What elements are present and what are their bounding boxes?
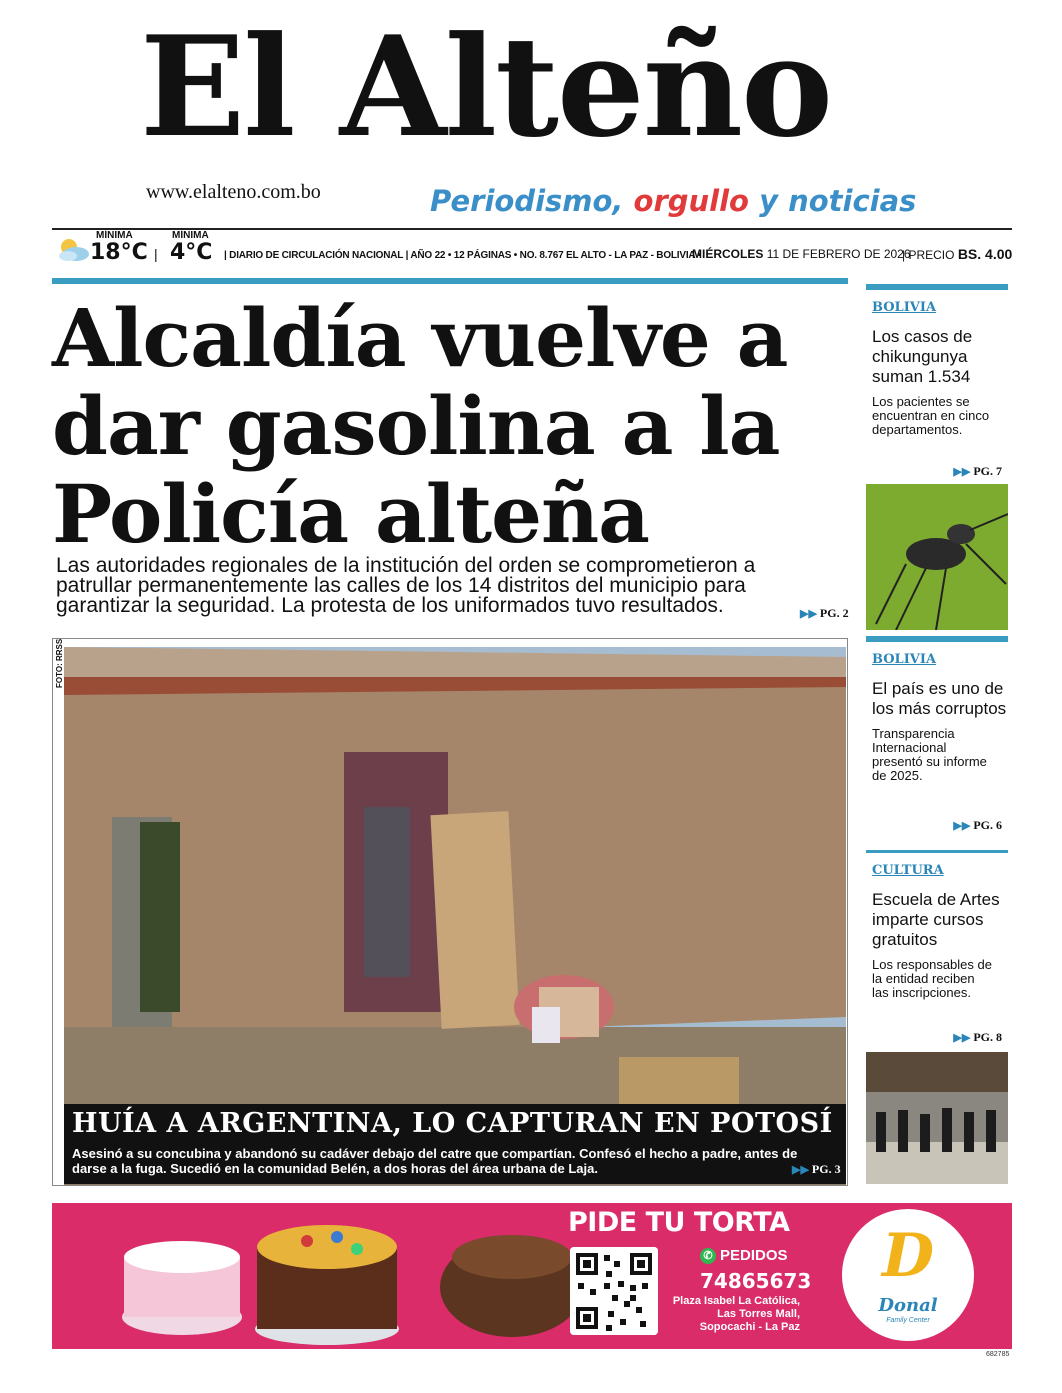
caption-page-label: PG. 3 (811, 1162, 841, 1176)
qr-code-icon[interactable] (570, 1247, 658, 1335)
lead-story (52, 278, 848, 561)
sidebar-page-label: PG. 8 (973, 1030, 1002, 1044)
cakes-illustration (112, 1207, 592, 1347)
sidebar-body: Los pacientes se encuentran en cinco departamentos. (872, 394, 990, 437)
sidebar-page-ref[interactable] (953, 1030, 1002, 1045)
price (902, 246, 1012, 262)
edition-date-text: 11 DE FEBRERO DE 2026 (766, 247, 911, 261)
ad-pedidos-label: PEDIDOS (720, 1247, 788, 1264)
caption-body: Asesinó a su concubina y abandonó su cadáver debajo del catre que compartían. Confesó el hecho a padre, antes de darse a la fuga. Sucedió en la comunidad Belén, a dos horas del área urbana de Laja. (72, 1146, 798, 1176)
lead-page-ref[interactable] (800, 606, 849, 621)
sidebar-category[interactable]: BOLIVIA (872, 652, 937, 667)
lead-page-label: PG. 2 (819, 606, 849, 620)
price-value: BS. 4.00 (957, 246, 1013, 262)
page-arrow-icon: ▶▶ (953, 820, 971, 832)
sidebar-page-label: PG. 6 (973, 818, 1002, 832)
page-arrow-icon: ▶▶ (953, 466, 971, 478)
tagline-part-1: Periodismo, (430, 184, 624, 218)
tagline-part-3: y noticias (759, 184, 917, 218)
whatsapp-icon: ✆ (700, 1248, 716, 1264)
min-temp-value-1: 18°C (90, 240, 148, 265)
site-url[interactable]: www.elalteno.com.bo (146, 181, 321, 203)
temp-separator: | (154, 246, 158, 262)
donal-logo-name: Donal (878, 1295, 938, 1316)
photo-credit: FOTO: RRSS (55, 638, 64, 688)
info-bar (52, 228, 1012, 270)
advertisement[interactable] (52, 1203, 1012, 1349)
sidebar-page-label: PG. 7 (973, 464, 1002, 478)
caption-page-ref[interactable] (792, 1162, 841, 1177)
sidebar-accent-bar (866, 850, 1008, 853)
weather-icon (56, 236, 90, 264)
sidebar-page-ref[interactable] (953, 464, 1002, 479)
masthead-title: El Alteño (140, 5, 832, 168)
sidebar-accent-bar (866, 636, 1008, 642)
tagline-part-2: orgullo (633, 184, 749, 218)
edition-day: MIÉRCOLES (692, 247, 764, 261)
caption-title[interactable]: HUÍA A ARGENTINA, LO CAPTURAN EN POTOSÍ (72, 1108, 833, 1139)
sidebar-title[interactable]: Los casos de chikungunya suman 1.534 (872, 327, 973, 386)
sidebar-story-2[interactable] (866, 636, 1008, 846)
ad-pedidos[interactable] (700, 1247, 788, 1264)
sidebar-category[interactable]: CULTURA (872, 863, 944, 878)
sidebar-story-1[interactable] (866, 284, 1008, 484)
sidebar-body: Transparencia Internacional presentó su informe de 2025. (872, 726, 987, 783)
donal-logo-sub: Family Center (886, 1317, 930, 1324)
sidebar-title[interactable]: El país es uno de los más corruptos (872, 679, 1007, 718)
donal-logo-letter: D (881, 1221, 935, 1291)
ad-phone[interactable]: 74865673 (700, 1269, 812, 1293)
page-arrow-icon: ▶▶ (953, 1032, 971, 1044)
lead-deck: Las autoridades regionales de la institución del orden se comprometieron a patrullar permanentemente las calles de los 14 distritos del municipio para garantizar la seguridad. La protesta de los uniformados tuvo resultados. (56, 554, 756, 617)
sidebar-title[interactable]: Escuela de Artes imparte cursos gratuitos (872, 890, 1000, 949)
sidebar-story-3[interactable] (866, 850, 1008, 1050)
ad-address: Plaza Isabel La Católica, Las Torres Mall, Sopocachi - La Paz (672, 1295, 800, 1333)
mosquito-photo (866, 484, 1008, 630)
ad-headline: PIDE TU TORTA (568, 1207, 790, 1238)
page-arrow-icon: ▶▶ (792, 1164, 809, 1176)
mosquito-illustration (866, 484, 1008, 630)
edition-details: | DIARIO DE CIRCULACIÓN NACIONAL | AÑO 22 • 12 PÁGINAS • NO. 8.767 EL ALTO - LA PAZ - BOLIVIA • (224, 250, 701, 261)
min-temp-label-2: MÍNIMA (172, 230, 209, 241)
dance-class-photo (866, 1052, 1008, 1184)
sidebar-body: Los responsables de la entidad reciben las inscripciones. (872, 957, 992, 1000)
min-temp-value-2: 4°C (170, 240, 213, 265)
page-arrow-icon: ▶▶ (800, 608, 817, 620)
ad-code: 682785 (986, 1351, 1010, 1358)
donal-logo (842, 1209, 974, 1341)
min-temp-label-1: MÍNIMA (96, 230, 133, 241)
lead-headline[interactable]: Alcaldía vuelve a dar gasolina a la Policía alteña (52, 291, 788, 561)
tagline (430, 184, 916, 218)
sidebar-accent-bar (866, 284, 1008, 290)
sidebar-page-ref[interactable] (953, 818, 1002, 833)
dance-class-illustration (866, 1052, 1008, 1184)
edition-date (692, 247, 911, 261)
sidebar-category[interactable]: BOLIVIA (872, 300, 937, 315)
price-label: | PRECIO (902, 248, 955, 262)
photo-caption (64, 1104, 846, 1184)
